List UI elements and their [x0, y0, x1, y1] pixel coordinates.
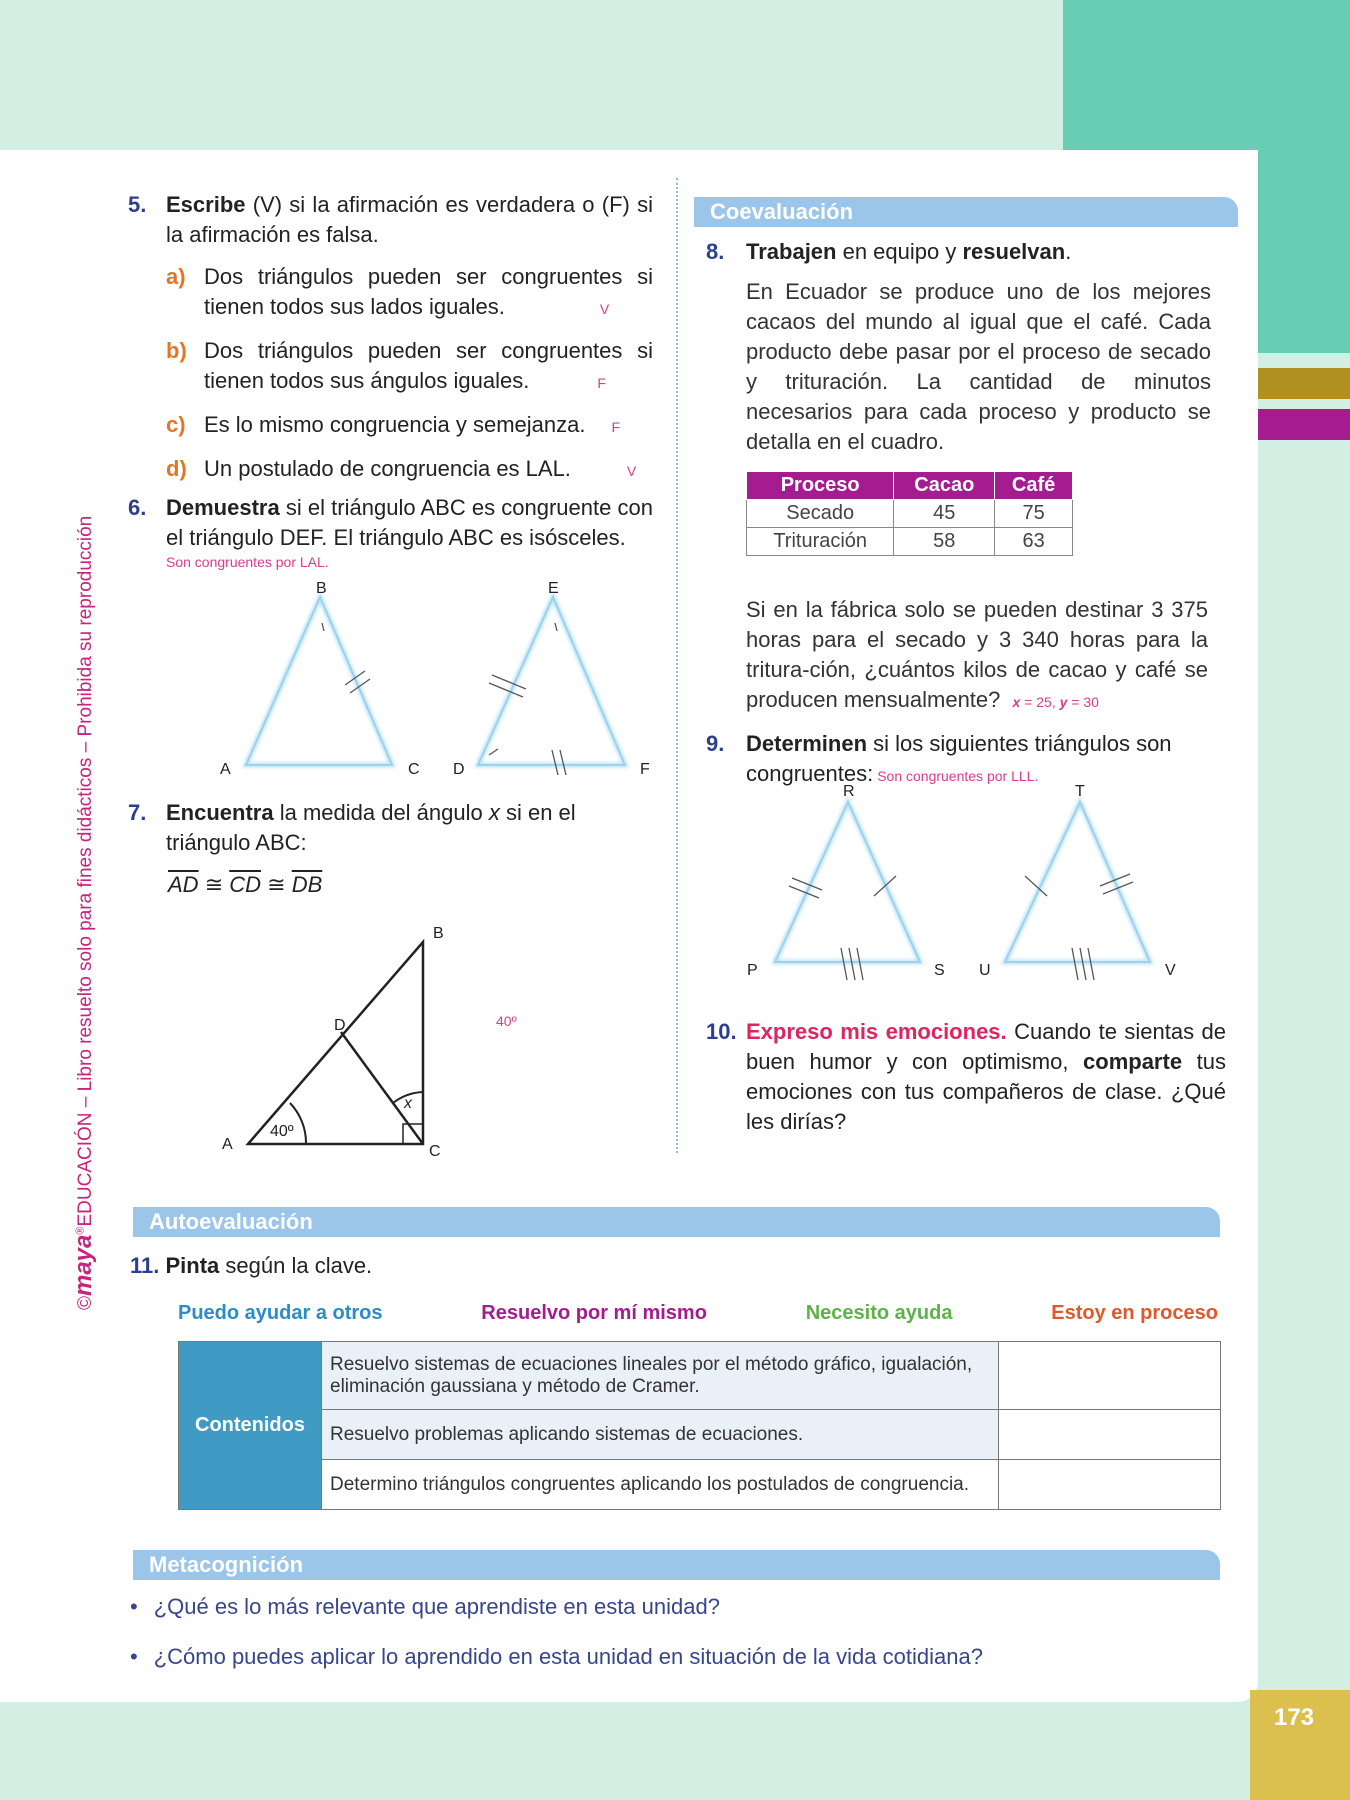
- q9-text: si los siguientes triángulos son congruentes:: [746, 731, 1172, 786]
- q11-text: según la clave.: [219, 1253, 373, 1278]
- process-table: [746, 471, 1073, 556]
- q5-answer: F: [597, 375, 606, 391]
- vertex-label: B: [316, 580, 327, 597]
- paint-cell[interactable]: [999, 1460, 1221, 1510]
- q10-bold: comparte: [1083, 1049, 1183, 1074]
- q7-triangle-figure: [210, 920, 470, 1170]
- segment: $\overline{AD}$: [168, 872, 199, 897]
- q8-answer: [1013, 694, 1099, 710]
- question-10: [706, 1017, 1226, 1137]
- coevaluacion-banner: Coevaluación: [694, 197, 1238, 227]
- self-eval-table: [178, 1341, 1221, 1510]
- congruent-symbol: ≅: [204, 872, 224, 897]
- q8-verb: Trabajen: [746, 239, 837, 264]
- value-y: = 30: [1067, 694, 1099, 710]
- table-cell: 75: [995, 500, 1073, 528]
- metacognicion-banner: Metacognición: [133, 1550, 1220, 1580]
- q8-text: en equipo y: [836, 239, 963, 264]
- question-8: [706, 237, 1211, 457]
- q8-question: [746, 595, 1208, 717]
- bullet-dot: •: [130, 1644, 138, 1669]
- q5-item-letter: a): [166, 264, 186, 289]
- q5-item-letter: d): [166, 456, 187, 481]
- vertex-label: A: [222, 1136, 233, 1153]
- q6-text: si el triángulo ABC es congruente con el triángulo DEF. El triángulo ABC es isósceles.: [166, 495, 653, 550]
- meta-item: [130, 1644, 983, 1670]
- brand-logo: maya: [70, 1234, 97, 1296]
- q11-number: 11.: [130, 1253, 160, 1278]
- column-divider: [676, 178, 678, 1153]
- triangle-def: [478, 597, 625, 765]
- olive-tab: [1258, 368, 1350, 399]
- q8-verb: resuelvan: [962, 239, 1066, 264]
- q9-verb: Determinen: [746, 731, 868, 756]
- q9-number: 9.: [706, 731, 725, 756]
- q5-item-text: Es lo mismo congruencia y semejanza.: [204, 412, 586, 437]
- tick-mark: [555, 623, 557, 631]
- vertex-label: A: [220, 761, 231, 775]
- q9-answer: Son congruentes por LLL.: [877, 768, 1039, 784]
- side-text: EDUCACIÓN – Libro resuelto solo para fines didácticos – Prohibida su reproducción: [75, 515, 96, 1227]
- vertex-label: F: [640, 761, 650, 775]
- q5-item-d: [166, 454, 653, 486]
- triangle-tuv: [1005, 802, 1150, 962]
- key-en-proceso: Estoy en proceso: [1051, 1302, 1218, 1324]
- q5-text: (V) si la afirmación es verdadera o (F) si la afirmación es falsa.: [166, 192, 653, 247]
- table-cell: Secado: [747, 500, 894, 528]
- criterion-cell: Resuelvo sistemas de ecuaciones lineales por el método gráfico, igualación, eliminación gaussiana y método de Cramer.: [322, 1342, 999, 1410]
- q7-relation: [168, 870, 653, 900]
- meta-item: [130, 1594, 720, 1620]
- q7-answer: 40º: [496, 1013, 517, 1029]
- q7-verb: Encuentra: [166, 800, 274, 825]
- q8-paragraph: En Ecuador se produce uno de los mejores cacaos del mundo al igual que el café. Cada producto debe pasar por el proceso de secado y trituración. La cantidad de minutos necesarios para cada proceso y producto se detalla en el cuadro.: [746, 279, 1211, 454]
- angle-label-40: 40º: [270, 1123, 294, 1140]
- q5-answer: F: [611, 419, 621, 435]
- q8-question-text: Si en la fábrica solo se pueden destinar 3 375 horas para el secado y 3 340 horas para la tritura-ción, ¿cuántos kilos de cacao y café se producen mensualmente?: [746, 597, 1208, 712]
- key-necesito-ayuda: Necesito ayuda: [805, 1302, 953, 1324]
- q5-item-c: [166, 410, 653, 442]
- q7-var: x: [488, 800, 500, 825]
- question-7: [128, 798, 653, 900]
- q9-triangles-figure: [740, 776, 1180, 986]
- table-cell: 58: [894, 528, 995, 556]
- criterion-cell: Determino triángulos congruentes aplicando los postulados de congruencia.: [322, 1460, 999, 1510]
- q8-number: 8.: [706, 239, 725, 264]
- var-y: y: [1059, 694, 1068, 710]
- vertex-label: D: [334, 1017, 346, 1034]
- vertex-label: B: [433, 925, 444, 942]
- q6-triangles-figure: [200, 575, 670, 775]
- q5-number: 5.: [128, 192, 147, 217]
- q11-verb: Pinta: [165, 1253, 220, 1278]
- table-cell: Trituración: [747, 528, 894, 556]
- vertex-label: P: [747, 962, 758, 979]
- autoevaluacion-banner: Autoevaluación: [133, 1207, 1220, 1237]
- table-header-cell: Proceso: [747, 472, 894, 500]
- vertex-label: E: [548, 580, 559, 597]
- key-puedo-ayudar: Puedo ayudar a otros: [178, 1302, 383, 1324]
- segment-dc: [341, 1032, 423, 1144]
- criterion-cell: Resuelvo problemas aplicando sistemas de ecuaciones.: [322, 1410, 999, 1460]
- vertex-label: T: [1075, 783, 1085, 800]
- q7-text: la medida del ángulo: [273, 800, 489, 825]
- segment: $\overline{CD}$: [229, 872, 262, 897]
- var-x: x: [1012, 694, 1021, 710]
- q5-item-a: [166, 262, 653, 324]
- table-header-cell: Café: [995, 472, 1073, 500]
- paint-cell[interactable]: [999, 1342, 1221, 1410]
- q10-text: tus emociones con tus compañeros de clase. ¿Qué les dirías?: [746, 1049, 1226, 1134]
- bullet-dot: •: [130, 1594, 138, 1619]
- vertex-label: S: [934, 962, 945, 979]
- side-copyright: [70, 490, 110, 1310]
- table-cell: 63: [995, 528, 1073, 556]
- meta-question: ¿Cómo puedes aplicar lo aprendido en esta unidad en situación de la vida cotidiana?: [153, 1644, 983, 1669]
- tick-mark: [489, 749, 498, 755]
- congruent-symbol: ≅: [267, 872, 286, 897]
- registered-symbol: ®: [74, 1226, 87, 1235]
- q10-heading: Expreso mis emociones.: [746, 1019, 1007, 1044]
- q8-text: .: [1065, 239, 1072, 264]
- question-11: [130, 1251, 730, 1281]
- q5-item-text: Dos triángulos pueden ser congruentes si tienen todos sus ángulos iguales.: [204, 338, 653, 393]
- magenta-tab: [1258, 409, 1350, 440]
- vertex-label: V: [1165, 962, 1176, 979]
- q5-answer: V: [599, 301, 610, 317]
- table-row: [179, 1410, 1221, 1460]
- vertex-label: C: [429, 1143, 441, 1160]
- key-resuelvo: Resuelvo por mí mismo: [481, 1302, 707, 1324]
- meta-question: ¿Qué es lo más relevante que aprendiste en esta unidad?: [153, 1594, 720, 1619]
- q10-text: Cuando te sientas de buen humor y con optimismo,: [746, 1019, 1226, 1074]
- value-x: = 25,: [1020, 694, 1060, 710]
- vertex-label: U: [979, 962, 991, 979]
- vertex-label: C: [408, 761, 420, 775]
- q5-item-b: [166, 336, 653, 398]
- vertex-label: D: [453, 761, 465, 775]
- q5-item-letter: c): [166, 412, 186, 437]
- question-5: [128, 190, 653, 486]
- table-row: [747, 500, 1073, 528]
- angle-label-x: x: [404, 1095, 412, 1112]
- contenidos-header: Contenidos: [179, 1342, 322, 1510]
- q5-item-text: Dos triángulos pueden ser congruentes si tienen todos sus lados iguales.: [204, 264, 653, 319]
- triangle-abc: [246, 597, 392, 765]
- table-row: [747, 528, 1073, 556]
- q5-item-letter: b): [166, 338, 187, 363]
- table-header-row: [747, 472, 1073, 500]
- q5-verb: Escribe: [166, 192, 246, 217]
- tick-mark: [322, 623, 324, 631]
- q6-answer: Son congruentes por LAL.: [166, 554, 329, 570]
- segment: $\overline{DB}$: [291, 872, 323, 897]
- table-row: [179, 1342, 1221, 1410]
- color-key: [178, 1302, 1218, 1325]
- q6-number: 6.: [128, 495, 147, 520]
- triangle-rps: [775, 802, 920, 962]
- question-6: [128, 493, 653, 553]
- table-cell: 45: [894, 500, 995, 528]
- page-number: 173: [1273, 1704, 1315, 1731]
- q5-items: [166, 262, 653, 486]
- table-row: [179, 1460, 1221, 1510]
- copyright-symbol: ©: [75, 1296, 96, 1310]
- q7-text: si en el triángulo ABC:: [166, 800, 576, 855]
- q6-verb: Demuestra: [166, 495, 280, 520]
- vertex-label: R: [843, 783, 855, 800]
- q5-item-text: Un postulado de congruencia es LAL.: [204, 456, 571, 481]
- q10-number: 10.: [706, 1019, 737, 1044]
- triangle-abc-right: [248, 942, 423, 1144]
- table-header-cell: Cacao: [894, 472, 995, 500]
- q5-answer: V: [626, 463, 637, 479]
- paint-cell[interactable]: [999, 1410, 1221, 1460]
- q7-number: 7.: [128, 800, 147, 825]
